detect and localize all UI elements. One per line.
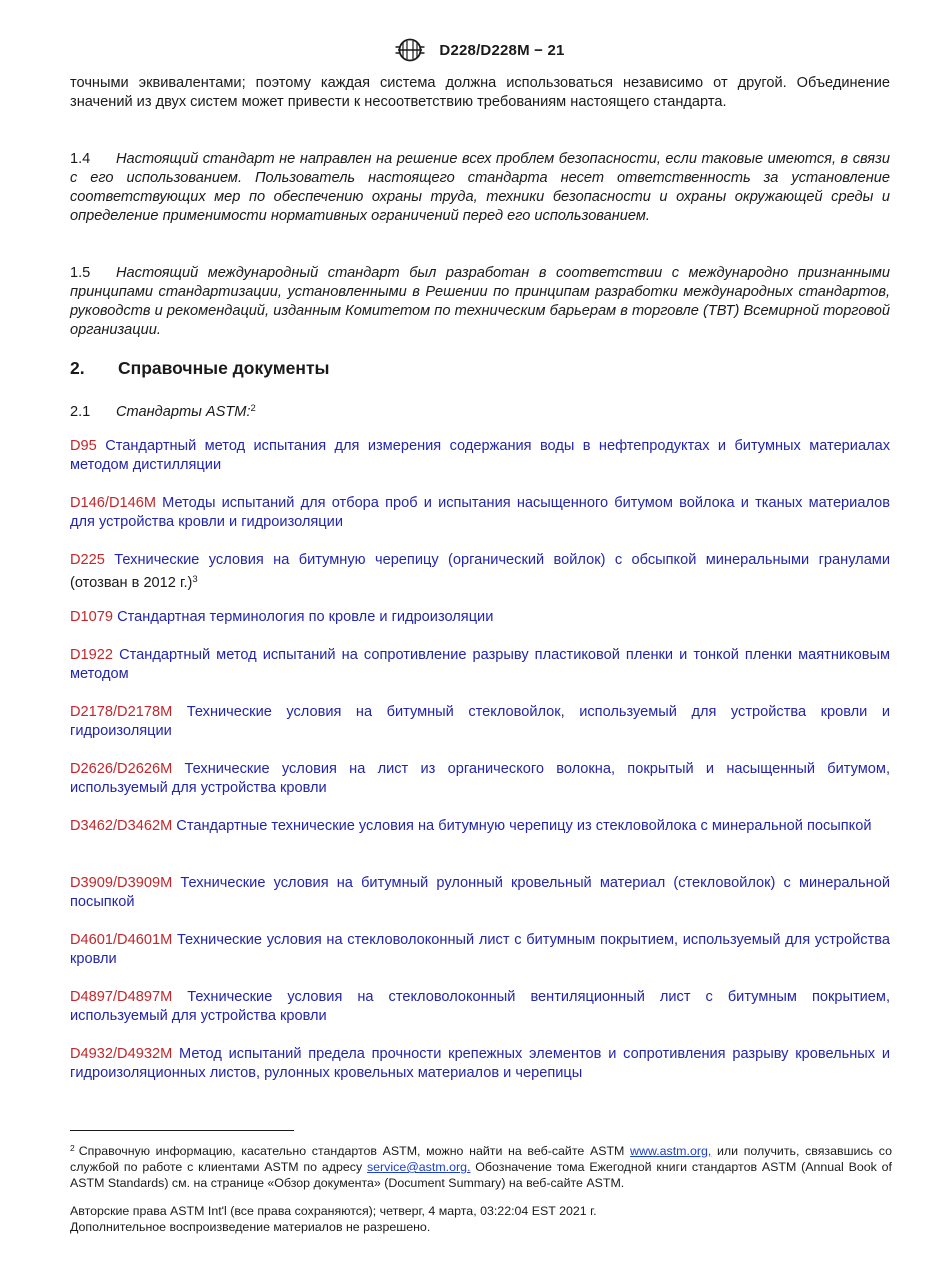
reference-item [70, 494, 890, 532]
footnote-number: 2 [70, 1143, 75, 1153]
reference-item [70, 931, 890, 969]
reference-title-link[interactable]: Технические условия на стекловолоконный вентиляционный лист с битумным покрытием, используемый для устройства кровли [70, 989, 890, 1024]
reference-code-link[interactable]: D2626/D2626M [70, 761, 173, 777]
section-heading [70, 357, 890, 379]
reference-code-link[interactable]: D4897/D4897M [70, 989, 173, 1005]
reference-code-link[interactable]: D146/D146M [70, 495, 156, 511]
reference-title-link[interactable]: Методы испытаний для отбора проб и испытания насыщенного битумом войлока и тканых материалов для устройства кровли и гидроизоляции [70, 495, 890, 530]
footnote-marker: 3 [192, 574, 198, 585]
reference-item [70, 760, 890, 798]
reference-title-link[interactable]: Стандартная терминология по кровле и гидроизоляции [117, 609, 494, 625]
footnote [70, 1140, 892, 1191]
reference-title-link[interactable]: Метод испытаний предела прочности крепежных элементов и сопротивления разрыву кровельных и гидроизоляционных листов, рулонных кровельных материалов и черепицы [70, 1046, 890, 1081]
page-header [70, 38, 890, 62]
paragraph-text: Настоящий стандарт не направлен на решение всех проблем безопасности, если таковые имеются, в связи с его использованием. Пользователь настоящего стандарта несет ответственность за установление соответствующих мер по обеспечению охраны труда, техники безопасности и охраны окружающей среды и определение применимости нормативных ограничений перед его использованием. [70, 151, 890, 224]
reference-code-link[interactable]: D1922 [70, 647, 114, 663]
reference-code-link[interactable]: D2178/D2178M [70, 704, 173, 720]
reference-code-link[interactable]: D1079 [70, 609, 114, 625]
reference-title-link[interactable]: Стандартный метод испытаний на сопротивление разрыву пластиковой пленки и тонкой пленки маятниковым методом [70, 647, 890, 682]
paragraph-1-5 [70, 264, 890, 340]
reference-title-link[interactable]: Стандартные технические условия на битумную черепицу из стекловойлока с минеральной посыпкой [176, 818, 872, 834]
reference-item [70, 437, 890, 475]
subsection-2-1 [70, 399, 256, 422]
reference-item [70, 703, 890, 741]
reference-code-link[interactable]: D4932/D4932M [70, 1046, 173, 1062]
section-title: Справочные документы [118, 358, 330, 378]
intro-paragraph: точными эквивалентами; поэтому каждая система должна использоваться независимо от другой. Объединение значений из двух систем может привести к несоответствию требованиям настоящего стандарта. [70, 75, 890, 110]
reference-title-link[interactable]: Стандартный метод испытания для измерения содержания воды в нефтепродуктах и битумных материалах методом дистилляции [70, 438, 890, 473]
standard-designation: D228/D228M − 21 [439, 41, 565, 59]
reference-title-link[interactable]: Технические условия на лист из органического волокна, покрытый и насыщенный битумом, используемый для устройства кровли [70, 761, 891, 796]
astm-website-link[interactable]: www.astm.org, [630, 1144, 712, 1158]
footnote-text: или получить, связавшись со службой по работе с клиентами ASTM по адресу [70, 1144, 892, 1174]
subsection-title: Стандарты ASTM: [116, 404, 251, 420]
reference-code-link[interactable]: D225 [70, 552, 105, 568]
reference-item [70, 1045, 890, 1083]
withdrawn-note: (отозван в 2012 г.) [70, 575, 193, 591]
paragraph-text: Настоящий международный стандарт был разработан в соответствии с международно признанными принципами стандартизации, установленными в Решении по принципам разработки международных стандартов, руководств и рекомендаций, изданным Комитетом по техническим барьерам в торговле (ТВТ) Всемирной торговой организации. [70, 265, 890, 338]
reference-code-link[interactable]: D3909/D3909M [70, 875, 173, 891]
subsection-number: 2.1 [70, 404, 91, 420]
reference-code-link[interactable]: D95 [70, 438, 97, 454]
reference-item [70, 608, 890, 627]
footnote-divider [70, 1130, 294, 1131]
astm-logo-icon [395, 38, 425, 62]
reference-item [70, 817, 890, 836]
reference-title-link[interactable]: Технические условия на стекловолоконный лист с битумным покрытием, используемый для устройства кровли [70, 932, 890, 967]
reference-item [70, 874, 890, 912]
copyright-line: Дополнительное воспроизведение материалов не разрешено. [70, 1220, 431, 1234]
reference-item [70, 551, 890, 593]
paragraph-1-4 [70, 150, 890, 226]
footnote-text: Справочную информацию, касательно стандартов ASTM, можно найти на веб-сайте ASTM [78, 1144, 625, 1158]
service-email-link[interactable]: service@astm.org. [366, 1160, 471, 1174]
reference-title-link[interactable]: Технические условия на битумный стекловойлок, используемый для устройства кровли и гидроизоляции [70, 704, 890, 739]
footnote-marker: 2 [250, 403, 256, 414]
paragraph-number: 1.5 [70, 265, 91, 281]
reference-code-link[interactable]: D3462/D3462M [70, 818, 173, 834]
paragraph-number: 1.4 [70, 151, 91, 167]
reference-title-link[interactable]: Технические условия на битумный рулонный кровельный материал (стекловойлок) с минеральной посыпкой [70, 875, 890, 910]
reference-item [70, 988, 890, 1026]
copyright-line: Авторские права ASTM Int'l (все права сохраняются); четверг, 4 марта, 03:22:04 EST 2021 г. [70, 1204, 597, 1218]
copyright-notice [70, 1203, 890, 1235]
footnote-text: Обозначение тома Ежегодной книги стандартов ASTM (Annual Book of ASTM Standards) см. на странице «Обзор документа» (Document Summary) на веб-сайте ASTM. [70, 1160, 892, 1190]
section-number: 2. [70, 358, 85, 378]
reference-title-link[interactable]: Технические условия на битумную черепицу (органический войлок) с обсыпкой минеральными гранулами [114, 552, 890, 568]
reference-code-link[interactable]: D4601/D4601M [70, 932, 173, 948]
reference-item [70, 646, 890, 684]
